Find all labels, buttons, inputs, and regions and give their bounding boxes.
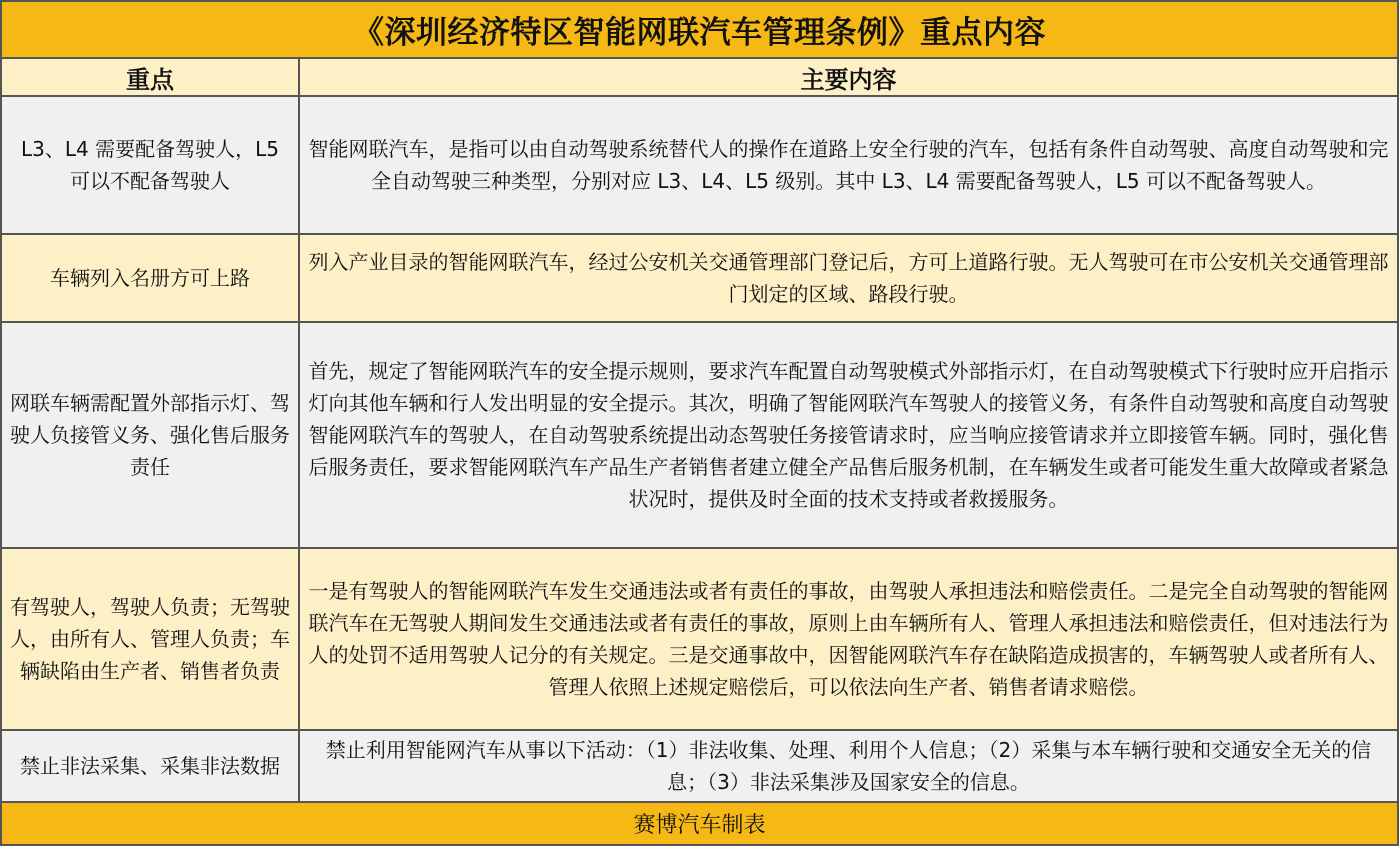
header-key-point: 重点 — [2, 59, 300, 95]
table-row — [2, 731, 1397, 803]
row-content: 首先，规定了智能网联汽车的安全提示规则，要求汽车配置自动驾驶模式外部指示灯，在自动驾驶模式下行驶时应开启指示灯向其他车辆和行人发出明显的安全提示。其次，明确了智能网联汽车驾驶人的接管义务，有条件自动驾驶和高度自动驾驶智能网联汽车的驾驶人，在自动驾驶系统提出动态驾驶任务接管请求时，应当响应接管请求并立即接管车辆。同时，强化售后服务责任，要求智能网联汽车产品生产者销售者建立健全产品售后服务机制，在车辆发生或者可能发生重大故障或者紧急状况时，提供及时全面的技术支持或者救援服务。 — [308, 359, 1389, 511]
footer-bar — [2, 803, 1397, 844]
row-key: 网联车辆需配置外部指示灯、驾驶人负接管义务、强化售后服务责任 — [2, 323, 300, 547]
row-content: 列入产业目录的智能网联汽车，经过公安机关交通管理部门登记后，方可上道路行驶。无人驾驶可在市公安机关交通管理部门划定的区域、路段行驶。 — [308, 250, 1389, 306]
row-key: L3、L4 需要配备驾驶人，L5 可以不配备驾驶人 — [2, 97, 300, 233]
row-content: 禁止利用智能网汽车从事以下活动：（1）非法收集、处理、利用个人信息；（2）采集与本车辆行驶和交通安全无关的信息；（3）非法采集涉及国家安全的信息。 — [325, 738, 1372, 794]
row-content: 智能网联汽车，是指可以由自动驾驶系统替代人的操作在道路上安全行驶的汽车，包括有条件自动驾驶、高度自动驾驶和完全自动驾驶三种类型，分别对应 L3、L4、L5 级别。其中 L3、L4 需要配备驾驶人，L5 可以不配备驾驶人。 — [308, 137, 1389, 193]
title-bar — [2, 2, 1397, 59]
table-row — [2, 235, 1397, 323]
row-key: 车辆列入名册方可上路 — [2, 235, 300, 321]
table-row — [2, 323, 1397, 549]
header-main-content: 主要内容 — [800, 65, 897, 94]
table-row — [2, 97, 1397, 235]
table-row — [2, 549, 1397, 731]
footer-credit: 赛博汽车制表 — [633, 813, 766, 838]
row-content: 一是有驾驶人的智能网联汽车发生交通违法或者有责任的事故，由驾驶人承担违法和赔偿责任。二是完全自动驾驶的智能网联汽车在无驾驶人期间发生交通违法或者有责任的事故，原则上由车辆所有人、管理人承担违法和赔偿责任，但对违法行为人的处罚不适用驾驶人记分的有关规定。三是交通事故中，因智能网联汽车存在缺陷造成损害的，车辆驾驶人或者所有人、管理人依照上述规定赔偿后，可以依法向生产者、销售者请求赔偿。 — [308, 579, 1389, 699]
row-key: 禁止非法采集、采集非法数据 — [2, 731, 300, 801]
header-row — [2, 59, 1397, 97]
row-key: 有驾驶人，驾驶人负责；无驾驶人，由所有人、管理人负责；车辆缺陷由生产者、销售者负责 — [2, 549, 300, 729]
table-title: 《深圳经济特区智能网联汽车管理条例》重点内容 — [353, 15, 1046, 51]
